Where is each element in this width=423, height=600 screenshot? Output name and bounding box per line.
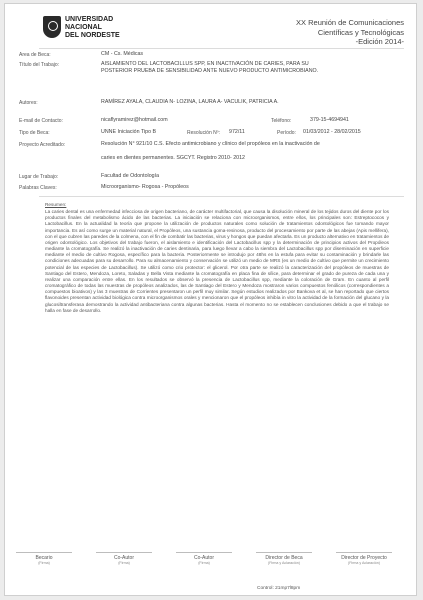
lugar-label: Lugar de Trabajo:	[19, 174, 59, 180]
signature-line	[96, 552, 152, 553]
control-code	[257, 586, 300, 591]
proyecto-label: Proyecto Acreditado:	[19, 142, 66, 148]
email-label: E-mail de Contacto:	[19, 118, 63, 124]
control-label: Control:	[257, 586, 274, 591]
resolucion-label: Resolución Nº:	[187, 130, 220, 136]
proyecto-line-2: caries en dientes permanentes. SGCYT. Registro 2010- 2012	[101, 155, 245, 161]
signature-title: Co-Autor	[113, 555, 134, 561]
area-label: Area de Beca:	[19, 52, 51, 58]
area-value: CM - Cs. Médicas	[101, 51, 144, 57]
event-line-1: XX Reunión de Comunicaciones	[296, 18, 404, 27]
abstract-title: Resumen:	[45, 202, 67, 207]
proyecto-line-1: Resolución N° 921/10 C.S. Efecto antimicrobiano y clínico del propóleos en la inactivación de	[101, 141, 320, 147]
signature-subtitle: (Firma y Aclaración)	[268, 561, 300, 565]
authors-label: Autores:	[19, 100, 38, 106]
signature-title: Co-Autor	[193, 555, 214, 561]
logo-line-3: DEL NORDESTE	[65, 32, 120, 39]
logo-line-2: NACIONAL	[65, 24, 102, 31]
signature-coautor-1	[91, 552, 157, 565]
proyecto-value	[101, 141, 401, 162]
work-title-line-2: POSTERIOR PRUEBA DE SENSIBILIDAD ANTE NUEVO PRODUCTO ANTIMICROBIANO.	[101, 68, 319, 74]
header-divider	[39, 48, 404, 49]
signature-line	[176, 552, 232, 553]
logo-text	[65, 16, 165, 40]
claves-value: Microorganismo- Rogosa - Propóleos	[101, 184, 189, 190]
signature-title: Director de Beca	[265, 555, 303, 561]
title-label: Título del Trabajo:	[19, 62, 60, 68]
lugar-value: Facultad de Odontología	[101, 173, 160, 179]
work-title-line-1: AISLAMIENTO DEL LACTOBACILLUS SPP, EN INACTIVACIÓN DE CARIES, PARA SU	[101, 61, 309, 67]
authors-value: RAMÍREZ AYALA, CLAUDIA N- LOZINA, LAURA A- VACULIK, PATRICIA A.	[101, 99, 279, 105]
event-line-2: Científicas y Tecnológicas	[317, 27, 404, 37]
signature-subtitle: (Firma)	[198, 561, 210, 565]
signature-title: Becario	[35, 555, 53, 561]
email-value: nicaflyramirez@hotmail.com	[101, 117, 168, 123]
university-shield-icon	[43, 16, 61, 38]
signature-director-beca	[251, 552, 317, 565]
signature-line	[336, 552, 392, 553]
signature-coautor-2	[171, 552, 237, 565]
control-value: 21mp7l8pm	[275, 586, 301, 591]
signature-subtitle: (Firma)	[118, 561, 130, 565]
work-title	[101, 61, 401, 75]
document-page	[4, 3, 417, 596]
signature-director-proyecto	[331, 552, 397, 565]
periodo-value: 01/03/2012 - 28/02/2015	[303, 129, 361, 135]
signature-subtitle: (Firma y Aclaración)	[348, 561, 380, 565]
university-logo	[43, 16, 163, 46]
periodo-label: Período:	[277, 130, 296, 136]
signature-becario	[11, 552, 77, 565]
claves-label: Palabras Claves:	[19, 185, 57, 191]
resolucion-value: 972/11	[229, 129, 245, 135]
logo-line-1: UNIVERSIDAD	[65, 16, 114, 23]
signature-title: Director de Proyecto	[341, 555, 387, 561]
signature-subtitle: (Firma)	[38, 561, 50, 565]
beca-value: UNNE Iniciación Tipo B	[101, 129, 157, 135]
abstract-text: La caries dental es una enfermedad infecciosa de origen bacteriano, de carácter multifactorial, que causa la disolución mineral de los tejidos duros del diente por los productos finales del metabolismo ácido de las bacterias. La iniciación se relaciona con microorganismos, entre ellos, los principales son: Estreptococos y Lactobacillus. En la actualidad la teoría que propone la utilización de productos naturales como solución de tratamientos odontológicos fue tomando mayor importancia. Es así como surge un material natural, el Propóleos, una sustancia goma-resinosa, producto del procesamiento por parte de las abejas (Apis mellifera), con el que cubren las paredes de la colmena, con el fin de combatir las bacterias, virus y hongos que puedan afectarla. Es un producto alternativo en tratamientos de origen odontológico. Los objetivos del trabajo fueron, el aislamiento e identificación del Lactobacillus spp y la determinación de principios activos del Propóleos mediante la cromatografía. Se realizó la inactivación de caries dentinaria, para luego llevar a cabo la siembra del Lactobacillus spp por diseminación en superficie mediante el medio de cultivo Rogosa, específico para la bacteria. Posteriormente se introdujo por 48hs en la estufa para evitar su contaminación y brindarle las condiciones adecuadas para su desarrollo. Para su almacenamiento y conservación se utilizó un medio de MRS (es un medio de cultivo que permite un crecimiento potencial de las especies de Lactobacillus). Se utilizó como crio protector: el glicerol. Por otra parte se realizó la caracterización del propóleos de muestras de Santiago del Estero, Mendoza, Loreto, Saladas y Bella Vista mediante la cromatografía en placa fina de sílice, para determinar el grado de pureza de cada una y realizar una comparación entre ellas. En los resultados se observó la presencia de Lactobacillus spp, mediante la coloración de Gram. En cuanto al perfil cromatográfico de todas las muestras de propóleos analizados, las de Santiago del Estero y Mendoza mostraron varios compuestos fenólicos (correspondientes a compuestos bioativos) y las 3 muestras de Corrientes presentaron un perfil muy similar. Según estudios realizados por Bankova et al, se han reportado que ciertos flavonoides presentan actividad biológica contra microorganismos orales y mencionaron que el propóleos inhibía in vitro la actividad de la formación del glucano y la glucosiltransferasa demostrando la actividad antibacteriana contra algunas bacterias. Hasta el momento no se establecen conclusiones debido a que el trabajo se halla en fase de desarrollo.	[45, 209, 389, 313]
abstract	[45, 202, 389, 314]
event-title	[234, 18, 404, 47]
signature-line	[256, 552, 312, 553]
event-line-3: -Edición 2014-	[355, 37, 404, 46]
beca-label: Tipo de Beca:	[19, 130, 50, 136]
signature-line	[16, 552, 72, 553]
abstract-divider	[39, 196, 404, 197]
phone-label: Teléfono:	[271, 118, 292, 124]
phone-value: 379-15-4694941	[310, 117, 349, 123]
